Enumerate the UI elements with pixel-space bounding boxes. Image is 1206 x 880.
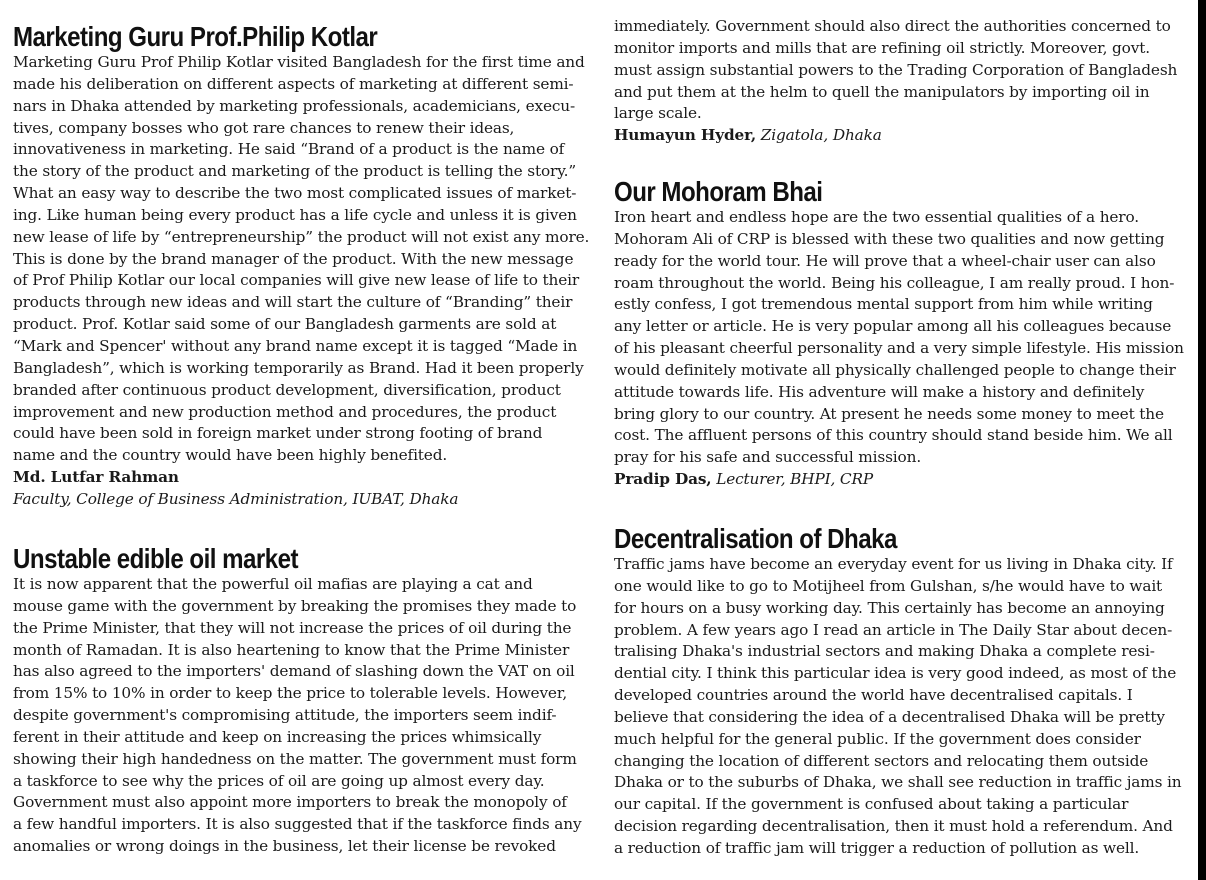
body-line: believe that considering the idea of a decentralised Dhaka will be pretty	[614, 707, 1165, 726]
article-title: Marketing Guru Prof.Philip Kotlar	[13, 21, 378, 52]
body-line: Traffic jams have become an everyday event for us living in Dhaka city. If	[614, 555, 1173, 573]
body-line: anomalies or wrong doings in the business, let their license be revoked	[13, 837, 556, 856]
article-body	[13, 574, 599, 858]
body-line: of his pleasant cheerful personality and a very simple lifestyle. His mission	[614, 339, 1184, 358]
body-line: of Prof Philip Kotlar our local companies will give new lease of life to their	[13, 271, 580, 290]
body-line: tralising Dhaka's industrial sectors and making Dhaka a complete resi-	[614, 642, 1155, 661]
body-line: Mohoram Ali of CRP is blessed with these two qualities and now getting	[614, 229, 1165, 248]
body-line: ferent in their attitude and keep on increasing the prices whimsically	[13, 727, 542, 746]
body-line: large scale.	[614, 104, 702, 123]
body-line: tives, company bosses who got rare chances to renew their ideas,	[13, 118, 515, 137]
body-line: and put them at the helm to quell the manipulators by importing oil in	[614, 82, 1150, 101]
body-line: developed countries around the world have decentralised capitals. I	[614, 686, 1133, 705]
author-affiliation: Zigatola, Dhaka	[760, 126, 882, 145]
body-line: one would like to go to Motijheel from Gulshan, s/he would have to wait	[614, 576, 1163, 595]
body-line: new lease of life by “entrepreneurship” the product will not exist any more.	[13, 227, 590, 246]
body-line: Bangladesh”, which is working temporarily as Brand. Had it been properly	[13, 358, 584, 377]
body-line: ing. Like human being every product has a life cycle and unless it is given	[13, 205, 577, 224]
body-line: immediately. Government should also direct the authorities concerned to	[614, 17, 1171, 35]
author-signature	[614, 125, 1200, 147]
body-line: changing the location of different sectors and relocating them outside	[614, 751, 1149, 770]
article-mohoram	[614, 177, 1200, 491]
body-line: innovativeness in marketing. He said “Brand of a product is the name of	[13, 140, 565, 159]
body-line: attitude towards life. His adventure will make a history and definitely	[614, 382, 1145, 401]
author-signature	[614, 469, 1200, 491]
body-line: products through new ideas and will start the culture of “Branding” their	[13, 293, 573, 312]
author-name: Pradip Das,	[614, 470, 712, 489]
body-line: estly confess, I got tremendous mental support from him while writing	[614, 295, 1153, 314]
body-line: name and the country would have been highly benefited.	[13, 446, 448, 465]
article-body	[614, 554, 1200, 860]
body-line: from 15% to 10% in order to keep the price to tolerable levels. However,	[13, 684, 568, 703]
body-line: dential city. I think this particular idea is very good indeed, as most of the	[614, 664, 1177, 683]
body-line: showing their high handedness on the matter. The government must form	[13, 749, 577, 768]
body-line: any letter or article. He is very popular among all his colleagues because	[614, 317, 1172, 336]
body-line: decision regarding decentralisation, then it must hold a referendum. And	[614, 817, 1173, 836]
body-line: much helpful for the general public. If the government does consider	[614, 729, 1141, 748]
body-line: pray for his safe and successful mission.	[614, 448, 922, 467]
article-dhaka	[614, 524, 1200, 860]
author-name: Md. Lutfar Rahman	[13, 468, 179, 487]
body-line: a reduction of traffic jam will trigger a reduction of pollution as well.	[614, 838, 1140, 857]
author-affiliation: Faculty, College of Business Administration, IUBAT, Dhaka	[13, 489, 459, 508]
body-line: improvement and new production method and procedures, the product	[13, 402, 557, 421]
body-line: bring glory to our country. At present he needs some money to meet the	[614, 404, 1164, 423]
body-line: “Mark and Spencer' without any brand name except it is tagged “Made in	[13, 336, 578, 355]
body-line: nars in Dhaka attended by marketing professionals, academicians, execu-	[13, 96, 576, 115]
body-line: a taskforce to see why the prices of oil are going up almost every day.	[13, 771, 545, 790]
body-line: problem. A few years ago I read an article in The Daily Star about decen-	[614, 620, 1173, 639]
article-oil-continued	[614, 16, 1200, 147]
article-title: Unstable edible oil market	[13, 543, 299, 574]
body-line: ready for the world tour. He will prove that a wheel-chair user can also	[614, 251, 1156, 270]
body-line: must assign substantial powers to the Trading Corporation of Bangladesh	[614, 60, 1178, 79]
author-affiliation: Lecturer, BHPI, CRP	[716, 470, 873, 489]
body-line: It is now apparent that the powerful oil mafias are playing a cat and	[13, 575, 533, 593]
body-line: would definitely motivate all physically challenged people to change their	[614, 360, 1176, 379]
body-line: What an easy way to describe the two most complicated issues of market-	[13, 184, 577, 203]
body-line: Government must also appoint more importers to break the monopoly of	[13, 793, 567, 812]
body-line: branded after continuous product development, diversification, product	[13, 380, 561, 399]
body-line: Marketing Guru Prof Philip Kotlar visited Bangladesh for the first time and	[13, 53, 585, 71]
body-line: for hours on a busy working day. This certainly has become an annoying	[614, 598, 1165, 617]
body-line: mouse game with the government by breaking the promises they made to	[13, 596, 577, 615]
body-line: made his deliberation on different aspects of marketing at different semi-	[13, 74, 574, 93]
body-line: has also agreed to the importers' demand of slashing down the VAT on oil	[13, 662, 575, 681]
article-title: Decentralisation of Dhaka	[614, 523, 897, 554]
body-line: the Prime Minister, that they will not increase the prices of oil during the	[13, 618, 572, 637]
body-line: the story of the product and marketing of the product is telling the story.”	[13, 162, 577, 181]
body-line: Iron heart and endless hope are the two essential qualities of a hero.	[614, 208, 1139, 226]
article-oil	[13, 544, 599, 858]
body-line: a few handful importers. It is also suggested that if the taskforce finds any	[13, 815, 582, 834]
article-body	[13, 52, 599, 511]
body-line: monitor imports and mills that are refining oil strictly. Moreover, govt.	[614, 38, 1150, 57]
article-body	[614, 207, 1200, 491]
article-title: Our Mohoram Bhai	[614, 176, 823, 207]
body-line: product. Prof. Kotlar said some of our Bangladesh garments are sold at	[13, 315, 557, 334]
body-line: our capital. If the government is confused about taking a particular	[614, 795, 1129, 814]
author-name: Humayun Hyder,	[614, 126, 757, 145]
body-line: This is done by the brand manager of the product. With the new message	[13, 249, 574, 268]
body-line: despite government's compromising attitude, the importers seem indif-	[13, 706, 557, 725]
article-kotlar	[13, 22, 599, 511]
body-line: roam throughout the world. Being his colleague, I am really proud. I hon-	[614, 273, 1175, 292]
body-line: Dhaka or to the suburbs of Dhaka, we shall see reduction in traffic jams in	[614, 773, 1182, 792]
body-line: month of Ramadan. It is also heartening to know that the Prime Minister	[13, 640, 570, 659]
body-line: cost. The affluent persons of this country should stand beside him. We all	[614, 426, 1173, 445]
body-line: could have been sold in foreign market under strong footing of brand	[13, 424, 543, 443]
